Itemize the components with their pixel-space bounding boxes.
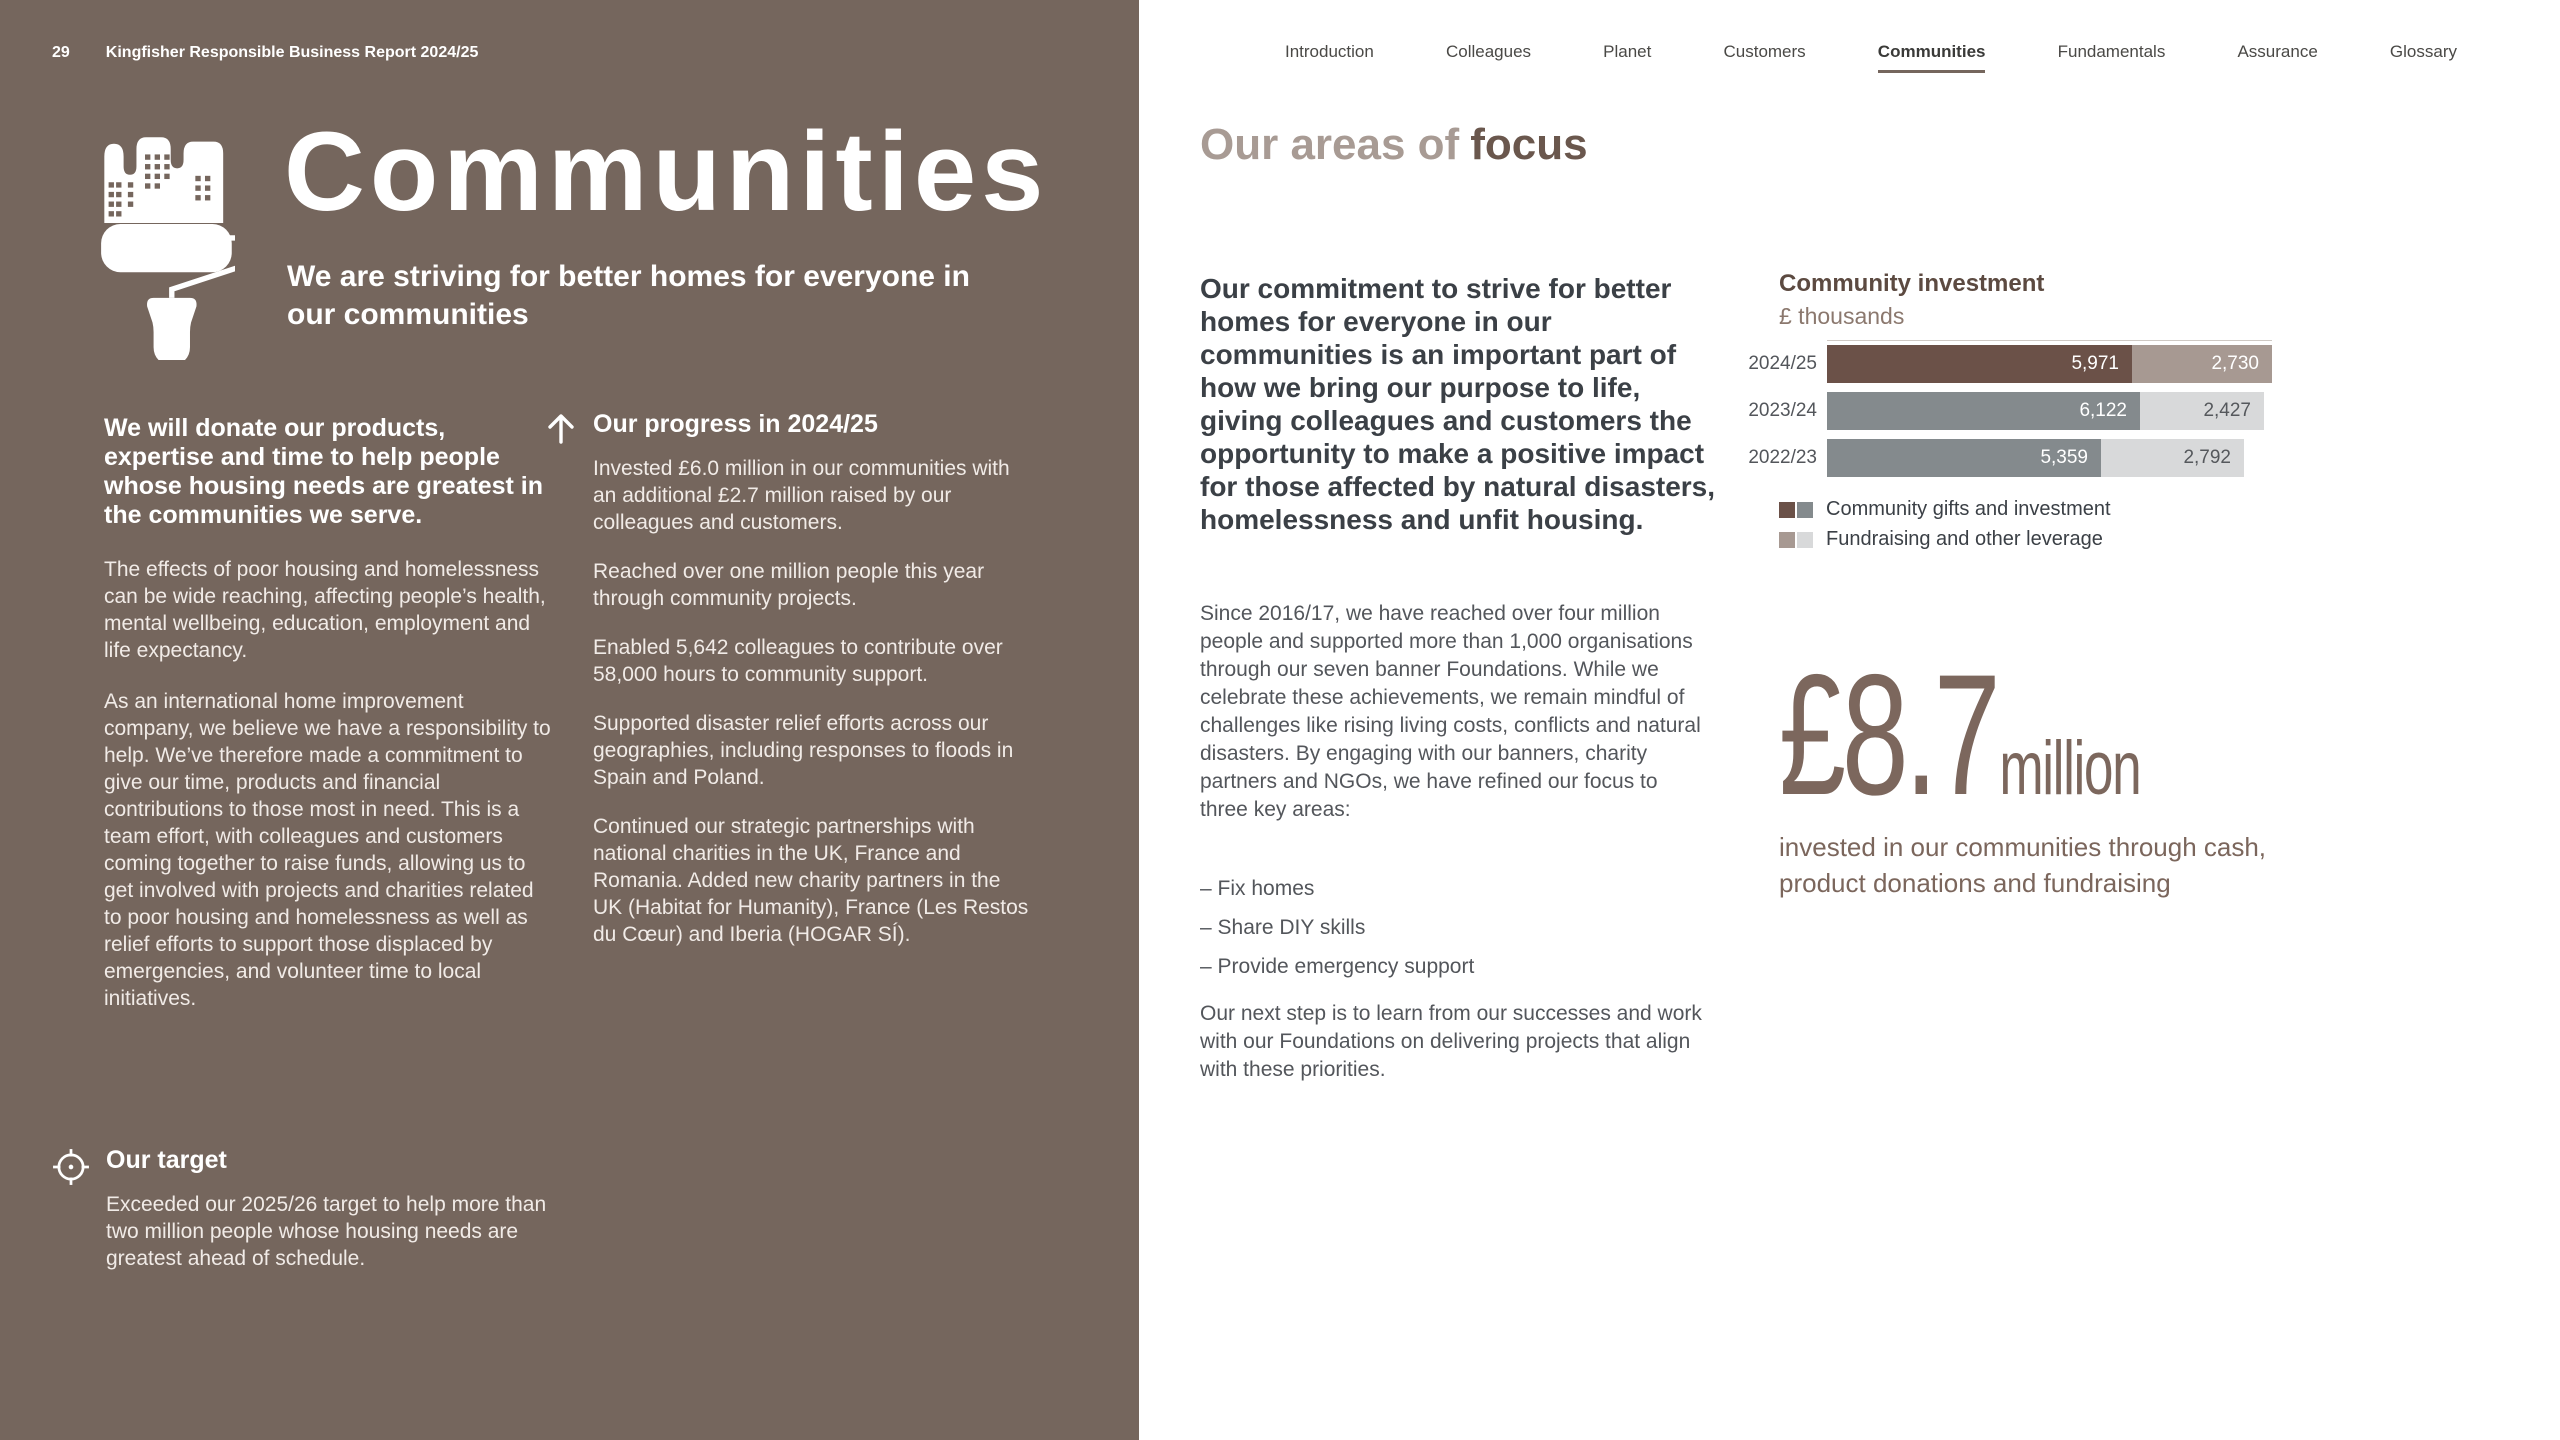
page-header (52, 44, 478, 62)
legend-swatches (1779, 532, 1813, 548)
chart-row-2024-25 (1730, 345, 2272, 383)
our-progress-section (545, 410, 1040, 970)
focus-bullet-1: – Fix homes (1200, 877, 1315, 900)
chart-year-label: 2024/25 (1748, 353, 1817, 374)
focus-body-paragraph: Since 2016/17, we have reached over four million people and supported more than 1,000 organisations through our seven banner Foundations. While we celebrate these achievements, we remain mindful of challenges like rising living costs, conflicts and natural disasters. By engaging with our banners, charity partners and NGOs, we have refined our focus to three key areas: (1200, 602, 1701, 821)
nav-item-assurance[interactable]: Assurance (2237, 42, 2318, 61)
section-title-dark: focus (1470, 120, 1588, 169)
progress-item-3: Enabled 5,642 colleagues to contribute over 58,000 hours to community support. (593, 636, 1003, 686)
chart-header (1779, 270, 2044, 330)
chart-bar-segment (2132, 345, 2272, 383)
progress-heading: Our progress in 2024/25 (593, 410, 878, 438)
nav-item-fundamentals[interactable]: Fundamentals (2057, 42, 2166, 61)
page-number: 29 (52, 44, 70, 61)
legend-swatch (1797, 532, 1813, 548)
mission-statement: We will donate our products, expertise and time to help people whose housing needs are greatest in the communities we serve. (104, 414, 544, 529)
chart-rows (1730, 345, 2272, 477)
legend-swatches (1779, 502, 1813, 518)
chart-bar-segment (1827, 392, 2140, 430)
chart-bar (1827, 392, 2264, 430)
legend-row-2 (1779, 528, 2111, 551)
hero-subtitle: We are striving for better homes for everyone in our communities (287, 260, 970, 331)
nav-item-glossary[interactable]: Glossary (2389, 42, 2457, 61)
legend-row-1 (1779, 498, 2111, 521)
chart-bar-value: 5,971 (2071, 353, 2119, 374)
chart-year-label: 2022/23 (1748, 447, 1817, 468)
chart-year-label: 2023/24 (1748, 400, 1817, 421)
legend-label: Community gifts and investment (1826, 498, 2111, 520)
nav-item-planet[interactable]: Planet (1603, 42, 1652, 61)
nav-item-introduction[interactable]: Introduction (1285, 42, 1374, 61)
focus-outro-paragraph: Our next step is to learn from our successes and work with our Foundations on delivering projects that align with these priorities. (1200, 1002, 1702, 1081)
chart-bar-value: 2,792 (2183, 447, 2231, 468)
section-title (1200, 120, 1588, 170)
chart-bar-value: 2,730 (2211, 353, 2259, 374)
chart-bar-segment (1827, 439, 2101, 477)
target-heading: Our target (106, 1146, 227, 1174)
paint-roller-city-icon (100, 133, 235, 360)
chart-title: Community investment (1779, 270, 2045, 297)
target-body: Exceeded our 2025/26 target to help more than two million people whose housing needs are greatest ahead of schedule. (106, 1193, 547, 1270)
chart-bar-value: 6,122 (2079, 400, 2127, 421)
community-investment-chart (1730, 340, 2272, 486)
nav-item-communities[interactable]: Communities (1878, 42, 1986, 73)
left-paragraph-1: The effects of poor housing and homelessness can be wide reaching, affecting people’s health, mental wellbeing, education, employment and life expectancy. (104, 558, 546, 662)
chart-bar-segment (1827, 345, 2132, 383)
chart-bar-value: 2,427 (2203, 400, 2251, 421)
up-arrow-icon (545, 412, 577, 444)
target-icon (52, 1148, 90, 1186)
chart-bar-segment (2101, 439, 2244, 477)
our-target-section (52, 1146, 562, 1294)
nav-item-customers[interactable]: Customers (1723, 42, 1806, 61)
chart-legend (1779, 498, 2111, 558)
left-paragraph-2: As an international home improvement company, we believe we have a responsibility to help. We’ve therefore made a commitment to give our time, products and financial contributions to those most in need. This is a team effort, with colleagues and customers coming together to raise funds, allowing us to get involved with projects and charities related to poor housing and homelessness as well as relief efforts to support those displaced by emergencies, and volunteer time to local initiatives. (104, 690, 551, 1010)
chart-subtitle: £ thousands (1779, 303, 1905, 329)
legend-swatch (1779, 532, 1795, 548)
left-column-intro (104, 414, 552, 1036)
nav-item-colleagues[interactable]: Colleagues (1445, 42, 1532, 61)
focus-intro-paragraph: Our commitment to strive for better homes for everyone in our communities is an important part of how we bring our purpose to life, giving colleagues and customers the opportunity to make a positive impact for those affected by natural disasters, homelessness and unfit housing. (1200, 273, 1716, 535)
progress-item-5: Continued our strategic partnerships with national charities in the UK, France and Romania. Added new charity partners in the UK (Habitat for Humanity), France (Les Restos du Cœur) and Iberia (HOGAR SÍ). (593, 815, 1029, 946)
chart-top-rule (1827, 340, 2272, 341)
chart-row-2023-24 (1730, 392, 2272, 430)
chart-bar-value: 5,359 (2040, 447, 2088, 468)
page-title: Communities (284, 109, 1049, 234)
progress-items (593, 455, 1035, 948)
community-investment-stat (1779, 639, 2304, 901)
focus-bullets (1200, 875, 1474, 992)
chart-row-2022-23 (1730, 439, 2272, 477)
progress-item-4: Supported disaster relief efforts across our geographies, including responses to floods in Spain and Poland. (593, 712, 1014, 789)
legend-label: Fundraising and other leverage (1826, 528, 2103, 550)
communities-panel (0, 0, 1139, 1440)
legend-swatch (1797, 502, 1813, 518)
stat-line (1779, 639, 2147, 831)
stat-unit: million (1999, 726, 2141, 811)
top-nav (1285, 42, 2457, 73)
progress-item-1: Invested £6.0 million in our communities with an additional £2.7 million raised by our colleagues and customers. (593, 457, 1010, 534)
chart-bar-segment (2140, 392, 2264, 430)
stat-value: £8.7 (1779, 639, 1997, 831)
focus-bullet-2: – Share DIY skills (1200, 916, 1366, 939)
focus-bullet-3: – Provide emergency support (1200, 955, 1475, 978)
stat-caption: invested in our communities through cash, product donations and fundraising (1779, 832, 2267, 898)
chart-bar (1827, 345, 2272, 383)
left-intro-paragraphs (104, 556, 552, 1012)
report-title: Kingfisher Responsible Business Report 2024/25 (105, 44, 479, 61)
chart-bar (1827, 439, 2244, 477)
section-title-light: Our areas of (1200, 120, 1460, 169)
progress-item-2: Reached over one million people this year through community projects. (593, 560, 985, 610)
legend-swatch (1779, 502, 1795, 518)
